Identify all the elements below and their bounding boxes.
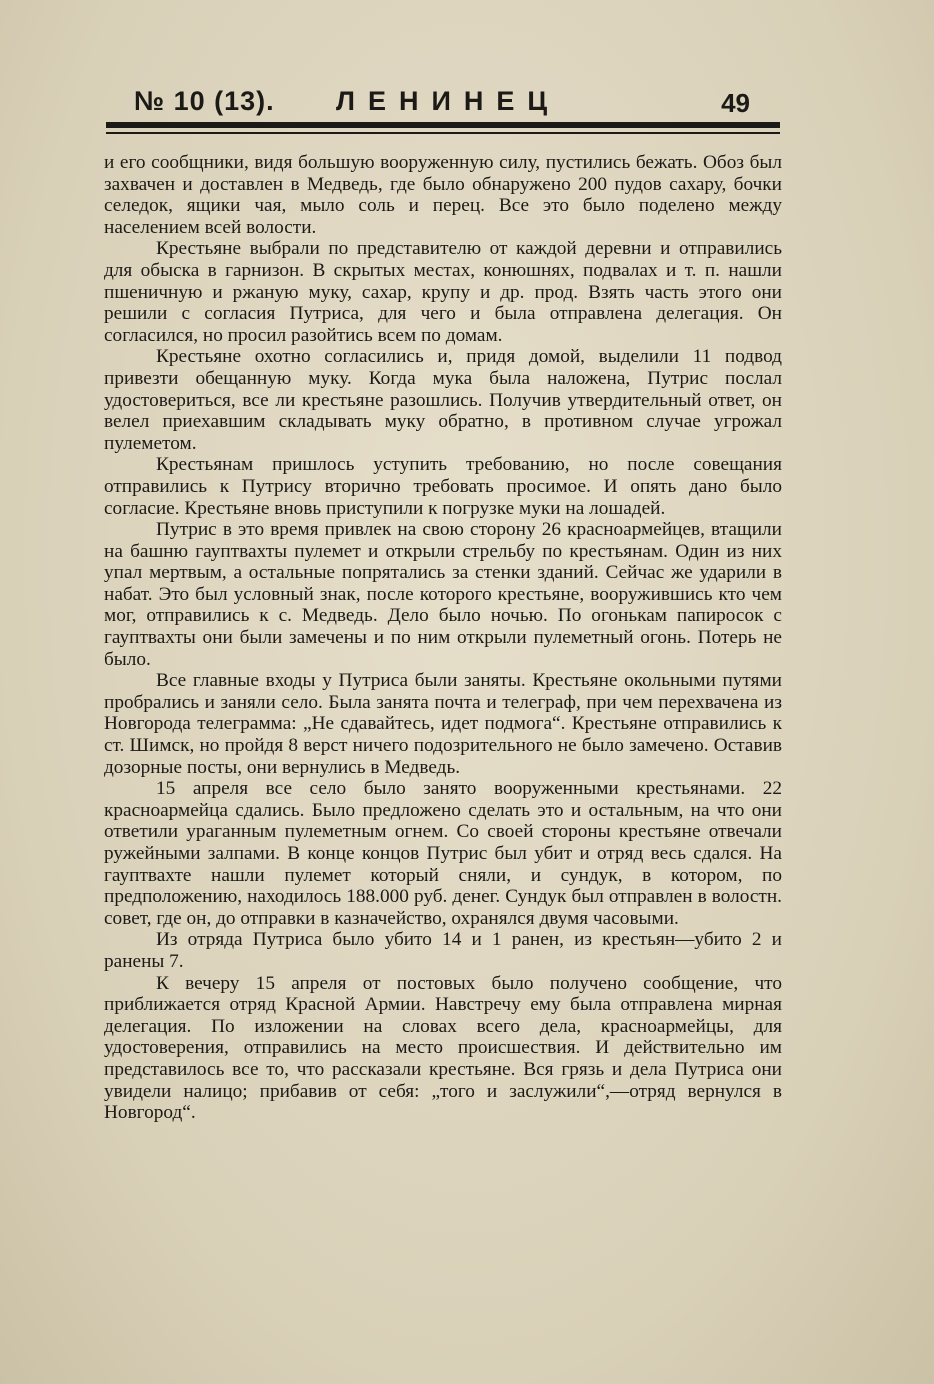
paragraph-6: Все главные входы у Путриса были заняты. Крестьяне окольными путями пробрались и заняли село. Была занята почта и телеграф, при чем перехвачена из Новгорода телеграмма: „Не сдавайтесь, идет подмога“. Крестьяне отправились к ст. Шимск, но пройдя 8 верст ничего подозрительного не было замечено. Оставив дозорные посты, они вернулись в Медведь. [104,670,782,778]
header-rule-thick [106,122,780,128]
paragraph-5: Путрис в это время привлек на свою сторону 26 красноармейцев, втащили на башню гауптвахты пулемет и открыли стрельбу по крестьянам. Один из них упал мертвым, а остальные попрятались за стенки зданий. Сейчас же ударили в набат. Это был условный знак, после которого крестьяне, вооружившись кто чем мог, отправились к с. Медведь. Дело было ночью. По огонькам папиросок с гауптвахты они были замечены и по ним открыли пулеметный огонь. Потерь не было. [104,519,782,670]
issue-number: № 10 (13). [134,86,275,116]
page-header [108,86,780,126]
paragraph-4: Крестьянам пришлось уступить требованию, но после совещания отправились к Путрису вторично требовать просимое. И опять дано было согласие. Крестьяне вновь приступили к погрузке муки на лошадей. [104,454,782,519]
page-number: 49 [721,88,750,118]
article-body [104,152,782,1124]
paragraph-2: Крестьяне выбрали по представителю от каждой деревни и отправились для обыска в гарнизон. В скрытых местах, конюшнях, подвалах и т. п. нашли пшеничную и ржаную муку, сахар, крупу и др. прод. Взять часть этого они решили с согласия Путриса, для чего и была отправлена делегация. Он согласился, но просил разойтись всем по домам. [104,238,782,346]
paragraph-7: 15 апреля все село было занято вооруженными крестьянами. 22 красноармейца сдались. Было предложено сделать это и остальным, на что они ответили ураганным пулеметным огнем. Со своей стороны крестьяне отвечали ружейными залпами. В конце концов Путрис был убит и отряд весь сдался. На гауптвахте нашли пулемет который сняли, и сундук, в котором, по предположению, находилось 188.000 руб. денег. Сундук был отправлен в волостн. совет, где он, до отправки в казначейство, охранялся двумя часовыми. [104,778,782,929]
journal-title: ЛЕНИНЕЦ [336,86,561,116]
paragraph-9: К вечеру 15 апреля от постовых было получено сообщение, что приближается отряд Красной Армии. Навстречу ему была отправлена мирная делегация. По изложении на словах всего дела, красноармейцы, для удостоверения, отправились на место происшествия. И действительно им представилось все то, что рассказали крестьяне. Вся грязь и дела Путриса они увидели налицо; прибавив от себя: „того и заслужили“,—отряд вернулся в Новгород“. [104,972,782,1124]
paragraph-1: и его сообщники, видя большую вооруженную силу, пустились бежать. Обоз был захвачен и доставлен в Медведь, где было обнаружено 200 пудов сахару, бочки селедок, ящики чая, мыло соль и перец. Все это было поделено между населением всей волости. [104,152,782,238]
header-rule-thin [106,132,780,134]
paragraph-3: Крестьяне охотно согласились и, придя домой, выделили 11 подвод привезти обещанную муку. Когда мука была наложена, Путрис послал удостовериться, все ли крестьяне разошлись. Получив утвердительный ответ, он велел приехавшим складывать муку обратно, в противном случае угрожал пулеметом. [104,346,782,454]
paragraph-8: Из отряда Путриса было убито 14 и 1 ранен, из крестьян—убито 2 и ранены 7. [104,929,782,972]
